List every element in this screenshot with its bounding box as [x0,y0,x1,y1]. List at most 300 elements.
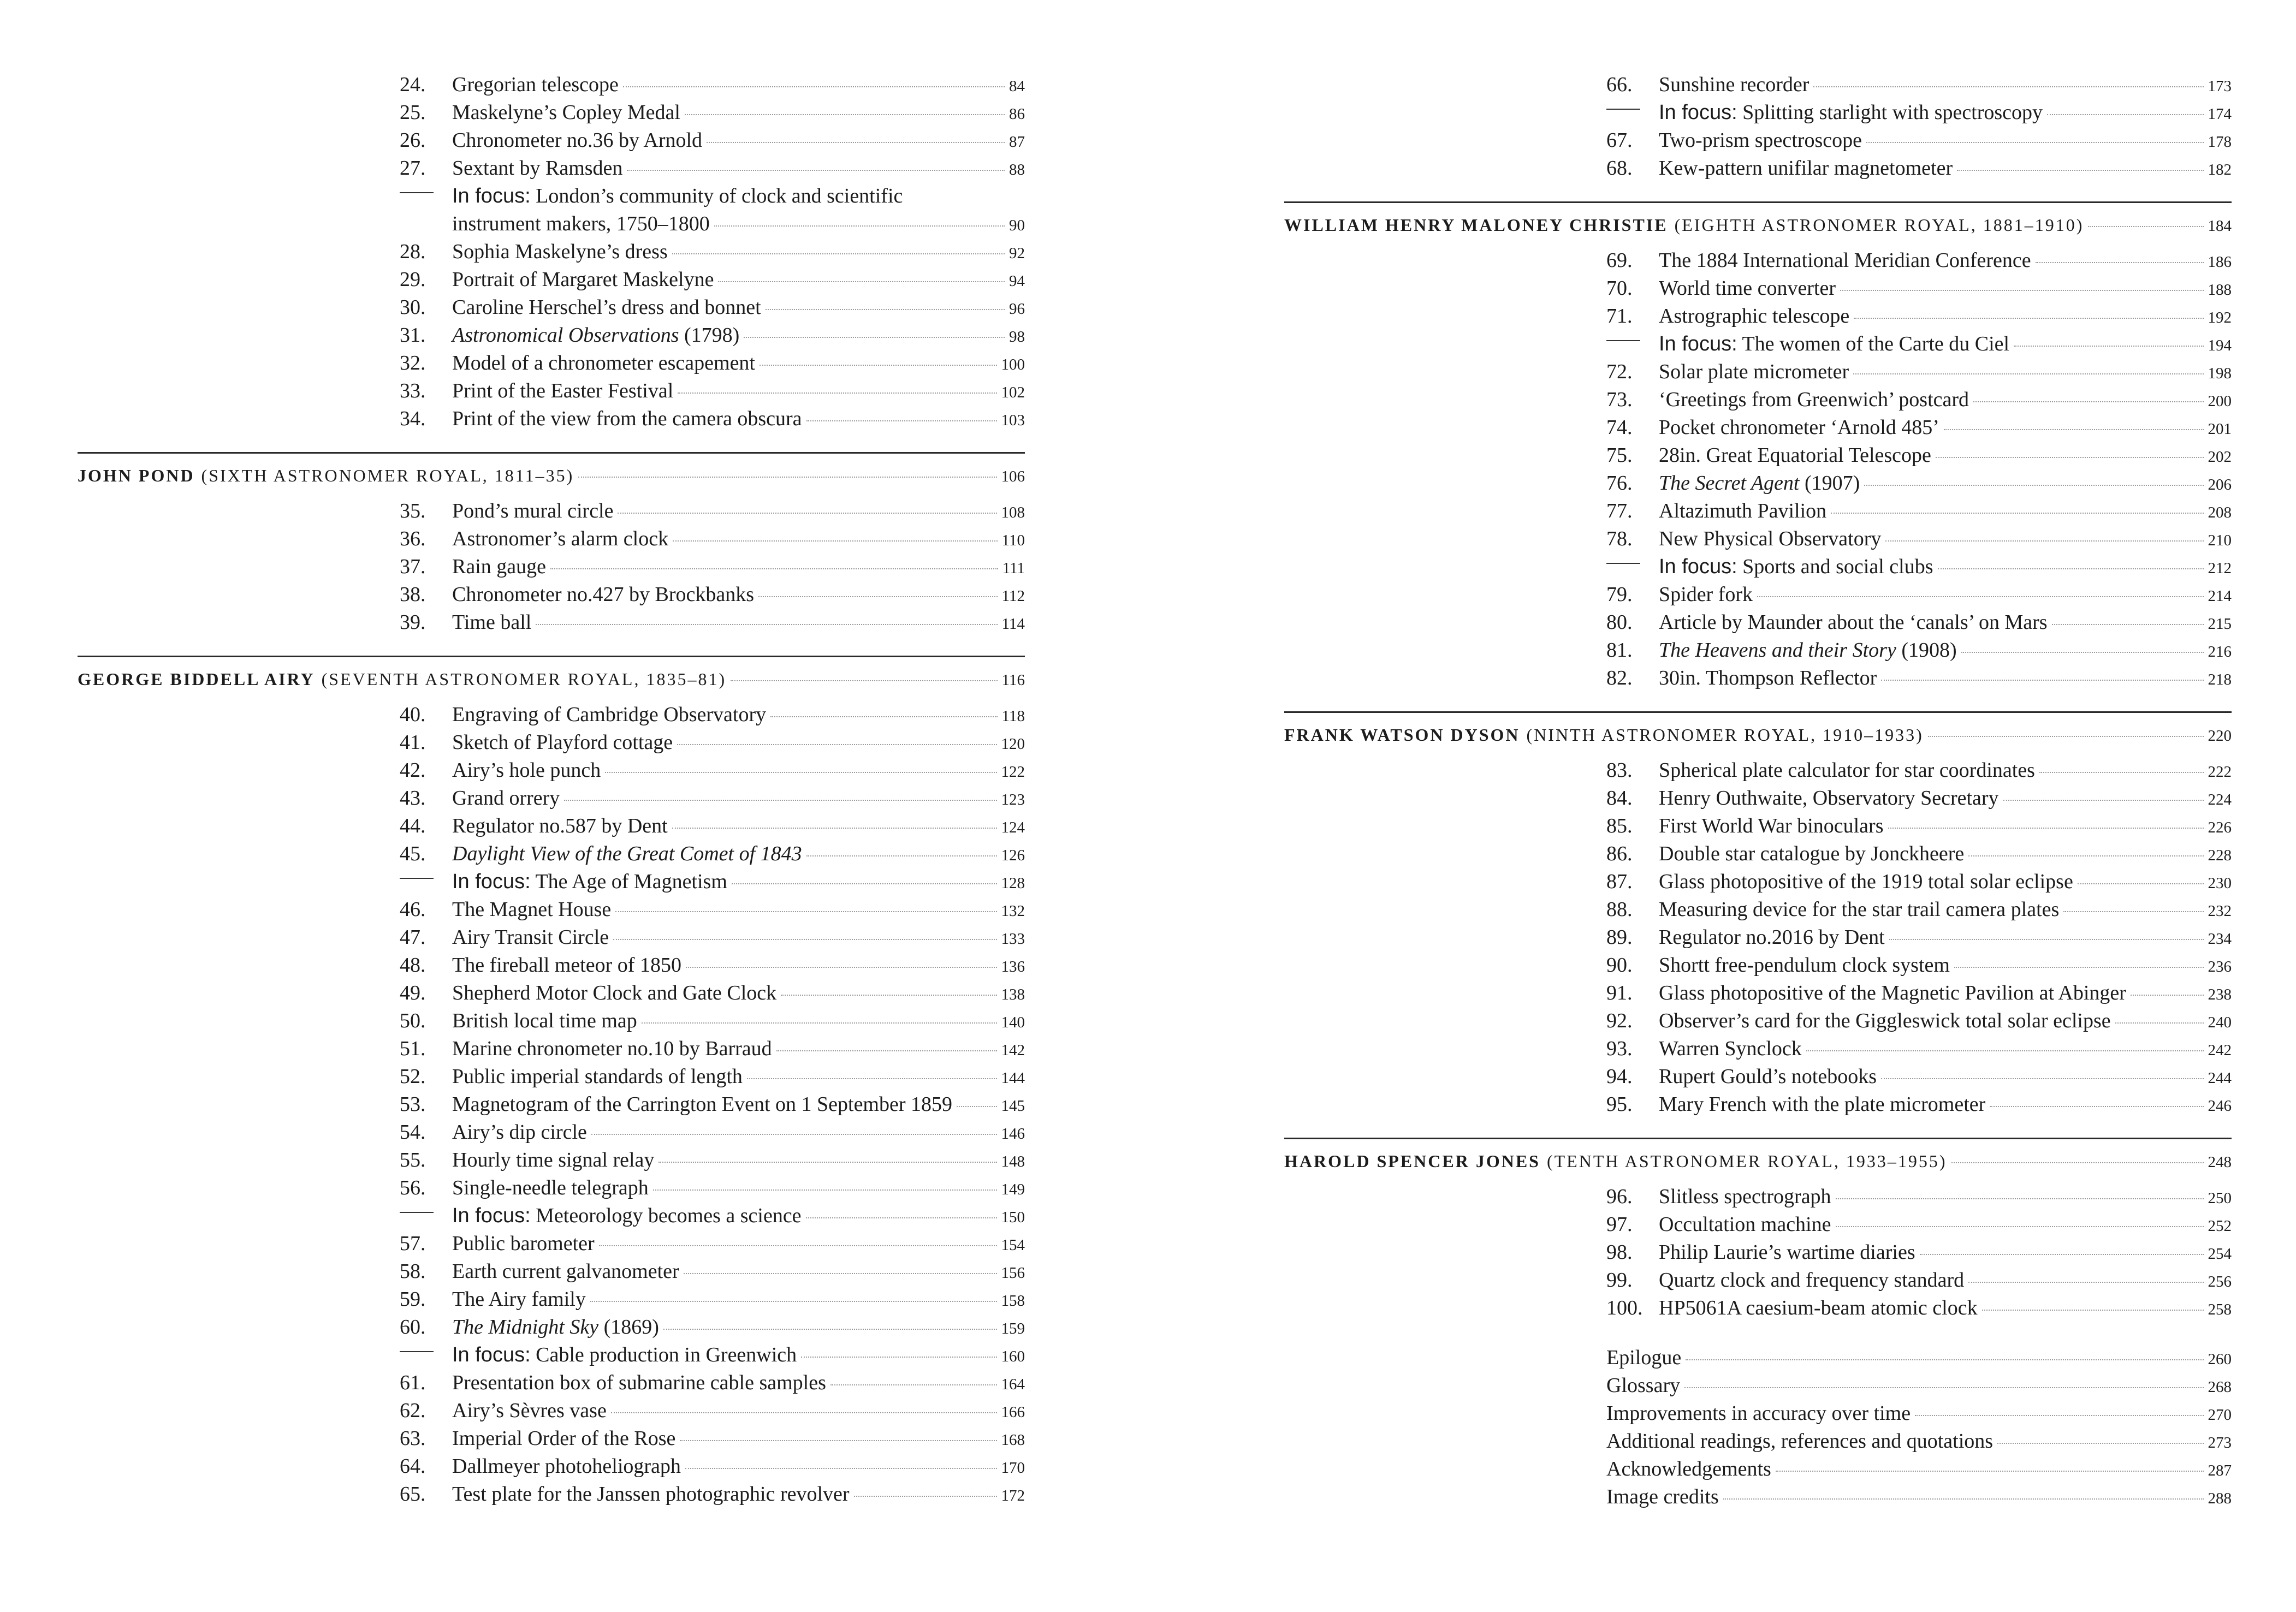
page-number: 188 [2208,281,2232,299]
entry-title-text: (1798) [679,324,740,347]
toc-entry[interactable] [1284,1427,2232,1455]
toc-entry[interactable] [1284,664,2232,692]
toc-entry[interactable] [78,553,1025,581]
entry-number: 75. [1606,444,1633,467]
dot-leader [1881,680,2203,681]
page-number: 138 [1001,986,1025,1003]
entry-title [452,1174,649,1202]
toc-entry[interactable] [1284,1239,2232,1266]
dot-leader [611,1412,997,1413]
entry-title-italic: Astronomical Observations [452,324,679,347]
toc-entry[interactable] [1284,497,2232,525]
entry-title-text: Chronometer no.427 by Brockbanks [452,583,755,606]
entry-number: 92. [1606,1009,1633,1032]
entry-title [1659,247,2031,275]
toc-entry[interactable] [78,1480,1025,1508]
toc-entry[interactable] [78,1286,1025,1313]
entry-number: 44. [400,814,426,837]
toc-entry[interactable] [1284,247,2232,275]
toc-entry[interactable] [78,294,1025,322]
entry-number: 71. [1606,305,1633,328]
entry-title-text: Astrographic telescope [1659,305,1850,328]
dot-leader [678,392,996,394]
page-number: 86 [1009,105,1025,123]
entry-number: 66. [1606,73,1633,96]
toc-entry[interactable] [1284,1455,2232,1483]
entry-title [1659,1183,1831,1211]
entry-title [452,1035,772,1063]
toc-entry[interactable] [78,1091,1025,1119]
entry-number: 67. [1606,129,1633,152]
entry-number: 37. [400,555,426,578]
toc-entry[interactable] [1284,1183,2232,1211]
page-number: 216 [2208,643,2232,661]
toc-entry[interactable] [1284,469,2232,497]
entry-title [1659,553,1933,581]
toc-entry[interactable] [1284,358,2232,386]
toc-entry[interactable] [78,1425,1025,1453]
entry-title-text: Measuring device for the star trail camera plates [1659,898,2060,921]
entry-title [1659,757,2035,784]
entry-title-text: Sunshine recorder [1659,73,1809,96]
entry-number [1606,99,1659,127]
entry-number: 63. [400,1427,426,1450]
toc-left-column [78,71,1025,1508]
toc-entry[interactable] [1284,525,2232,553]
entry-title-text: Observer’s card for the Giggleswick total solar eclipse [1659,1009,2111,1032]
entry-title-text: Engraving of Cambridge Observatory [452,703,767,726]
entry-number: 91. [1606,982,1633,1004]
entry-title [1659,442,1931,469]
toc-entry[interactable] [78,1258,1025,1286]
page-number: 222 [2208,763,2232,781]
toc-entry[interactable] [78,99,1025,127]
entry-title-text: World time converter [1659,277,1836,300]
toc-entry[interactable] [1284,442,2232,469]
section-heading[interactable] [1284,1139,2232,1183]
dot-leader [2036,262,2204,263]
entry-number: 50. [400,1009,426,1032]
toc-entry[interactable] [78,1174,1025,1202]
entry-title-text: Airy’s dip circle [452,1121,587,1144]
dot-leader [677,744,996,745]
page-number: 214 [2208,587,2232,605]
entry-title [1659,386,1969,414]
toc-entry[interactable] [1284,414,2232,442]
entry-title-text: Spider fork [1659,583,1753,606]
dot-leader [578,477,996,478]
page-number: 160 [1001,1348,1025,1365]
toc-entry[interactable] [78,951,1025,979]
dot-leader [590,1301,997,1302]
toc-entry[interactable] [1284,951,2232,979]
toc-entry[interactable] [1284,1063,2232,1091]
entry-title [452,581,754,609]
entry-number: 39. [400,611,426,634]
toc-entry[interactable] [78,1369,1025,1397]
dot-leader [1836,1226,2204,1227]
entry-title [452,553,546,581]
dot-leader [615,911,996,912]
entry-title-text: Public barometer [452,1232,595,1255]
entry-title [452,1063,743,1091]
toc-entry[interactable] [78,322,1025,349]
dot-leader [957,1106,996,1107]
entry-title [1659,127,1862,154]
entry-number: 82. [1606,667,1633,689]
in-focus-label: In focus: [1659,101,1737,124]
toc-entry[interactable] [1284,154,2232,182]
entry-number: 30. [400,296,426,319]
page-number: 270 [2208,1406,2232,1424]
page-number: 116 [1001,671,1025,689]
entry-title-text: Shepherd Motor Clock and Gate Clock [452,982,777,1004]
in-focus-entry[interactable] [1284,553,2232,581]
entry-number: 27. [400,157,426,180]
page-number: 258 [2208,1301,2232,1318]
section-heading[interactable] [1284,203,2232,247]
toc-entry[interactable] [1284,1007,2232,1035]
toc-entry[interactable] [1284,127,2232,154]
toc-entry[interactable] [78,979,1025,1007]
em-dash-rule [1606,563,1640,564]
page-number: 201 [2208,420,2232,438]
entry-title-text: Henry Outhwaite, Observatory Secretary [1659,787,1999,810]
toc-entry[interactable] [1284,812,2232,840]
dot-leader [854,1496,997,1497]
entry-title-text: Astronomer’s alarm clock [452,527,669,550]
dot-leader [663,1329,997,1330]
entry-number: 97. [1606,1213,1633,1236]
page-number: 124 [1001,819,1025,836]
page-number: 242 [2208,1042,2232,1059]
em-dash-rule [1606,109,1640,110]
entry-number: 43. [400,787,426,810]
entry-title-text: ‘Greetings from Greenwich’ postcard [1659,388,1969,411]
entry-title [452,1341,797,1369]
toc-entry[interactable] [78,1146,1025,1174]
entry-number: 69. [1606,249,1633,272]
toc-entry[interactable] [1284,609,2232,637]
page-number: 88 [1009,161,1025,179]
page-number: 158 [1001,1292,1025,1310]
entry-title-text: The Airy family [452,1288,586,1311]
toc-entry[interactable] [78,127,1025,154]
entry-number: 58. [400,1260,426,1283]
entry-title-italic: The Midnight Sky [452,1316,599,1339]
section-heading[interactable] [78,454,1025,497]
dot-leader [747,1078,997,1079]
in-focus-label: In focus: [452,1343,531,1366]
dot-leader [806,855,997,856]
entry-title [1606,1455,1771,1483]
in-focus-entry[interactable] [1284,99,2232,127]
section-subtitle: (TENTH ASTRONOMER ROYAL, 1933–1955) [1546,1151,1947,1171]
dot-leader [2063,911,2203,912]
page-number: 150 [1001,1209,1025,1226]
em-dash-rule [1606,340,1640,341]
dot-leader [673,540,997,542]
dot-leader [2078,883,2204,884]
toc-entry[interactable] [1284,637,2232,664]
page-number: 287 [2208,1462,2232,1479]
entry-title [1659,1294,1978,1322]
entry-title-text: Double star catalogue by Jonckheere [1659,842,1965,865]
page-number: 273 [2208,1434,2232,1452]
entry-title-text: Altazimuth Pavilion [1659,499,1827,522]
entry-title-text: British local time map [452,1009,637,1032]
toc-entry[interactable] [78,784,1025,812]
toc-entry[interactable] [78,377,1025,405]
page-number: 200 [2208,392,2232,410]
entry-number: 70. [1606,277,1633,300]
dot-leader [781,995,996,996]
entry-title [452,238,668,266]
section-name: FRANK WATSON DYSON [1284,725,1520,745]
section-heading[interactable] [78,657,1025,701]
entry-number: 52. [400,1065,426,1088]
toc-entry[interactable] [78,497,1025,525]
in-focus-label: In focus: [452,185,531,207]
toc-entry[interactable] [78,757,1025,784]
entry-title-text: (1908) [1896,639,1957,662]
entry-number: 35. [400,499,426,522]
entry-title-italic: The Secret Agent [1659,472,1800,495]
page-number: 148 [1001,1153,1025,1170]
toc-entry[interactable] [78,1313,1025,1341]
dot-leader [623,86,1005,87]
toc-entry[interactable] [1284,386,2232,414]
entry-title-text: Marine chronometer no.10 by Barraud [452,1037,772,1060]
toc-entry[interactable] [78,1063,1025,1091]
toc-entry[interactable] [1284,757,2232,784]
toc-entry[interactable] [1284,1035,2232,1063]
in-focus-entry[interactable] [1284,330,2232,358]
toc-entry[interactable] [1284,302,2232,330]
toc-entry[interactable] [78,924,1025,951]
toc-entry[interactable] [78,1035,1025,1063]
toc-entry[interactable] [1284,1372,2232,1400]
entry-title-text: Glass photopositive of the 1919 total solar eclipse [1659,870,2073,893]
toc-entry[interactable] [78,238,1025,266]
entry-number [400,182,452,210]
page-number: 110 [1001,532,1025,549]
dot-leader [1836,1198,2204,1199]
dot-leader [686,967,997,968]
entry-number: 76. [1606,472,1633,495]
toc-entry[interactable] [1284,1091,2232,1119]
dot-leader [642,1022,997,1024]
dot-leader [1723,1498,2204,1500]
toc-entry[interactable] [1284,1400,2232,1427]
toc-entry[interactable] [1284,1266,2232,1294]
page-number: 194 [2208,337,2232,354]
entry-title [1659,71,1809,99]
entry-title [1659,358,1849,386]
dot-leader [731,680,997,681]
toc-entry[interactable] [1284,979,2232,1007]
page-number: 256 [2208,1273,2232,1290]
toc-entry[interactable] [78,154,1025,182]
entry-title [452,1425,675,1453]
toc-entry[interactable] [78,349,1025,377]
page-number: 268 [2208,1378,2232,1396]
toc-entry[interactable] [1284,1344,2232,1372]
toc-entry[interactable] [78,896,1025,924]
in-focus-title: Meteorology becomes a science [536,1204,802,1227]
in-focus-entry[interactable] [78,182,1025,210]
dot-leader [1997,1443,2203,1444]
entry-number: 100. [1606,1296,1643,1319]
entry-title-text: Maskelyne’s Copley Medal [452,101,680,124]
entry-number: 72. [1606,360,1633,383]
dot-leader [776,1050,997,1051]
toc-entry[interactable] [78,210,1025,238]
in-focus-label: In focus: [452,870,531,893]
dot-leader [1757,596,2203,597]
entry-title [1659,525,1881,553]
dot-leader [830,1384,997,1385]
page-number: 174 [2208,105,2232,123]
toc-entry[interactable] [78,405,1025,433]
entry-title-text: Acknowledgements [1606,1458,1771,1480]
entry-title [1659,924,1885,951]
toc-entry[interactable] [78,1453,1025,1480]
toc-entry[interactable] [78,525,1025,553]
entry-number: 29. [400,268,426,291]
entry-title-text: 28in. Great Equatorial Telescope [1659,444,1931,467]
dot-leader [1881,1078,2204,1079]
page-number: 159 [1001,1320,1025,1337]
entry-title-text: Solar plate micrometer [1659,360,1849,383]
entry-title [1659,664,1877,692]
toc-entry[interactable] [1284,924,2232,951]
toc-entry[interactable] [78,1119,1025,1146]
entry-title-text: Earth current galvanometer [452,1260,679,1283]
entry-title [1659,1063,1877,1091]
toc-entry[interactable] [78,1230,1025,1258]
section-subtitle: (EIGHTH ASTRONOMER ROYAL, 1881–1910) [1674,215,2084,235]
entry-title-text: The fireball meteor of 1850 [452,954,681,977]
entry-title [452,1313,659,1341]
toc-entry[interactable] [78,729,1025,757]
entry-title [452,1397,607,1425]
entry-number: 65. [400,1483,426,1506]
dot-leader [627,170,1005,171]
toc-entry[interactable] [1284,71,2232,99]
page-number: 215 [2208,615,2232,633]
dot-leader [1889,939,2204,940]
toc-entry[interactable] [1284,868,2232,896]
entry-title-text: Chronometer no.36 by Arnold [452,129,703,152]
in-focus-entry[interactable] [78,1341,1025,1369]
toc-entry[interactable] [1284,896,2232,924]
entry-title-text: Single-needle telegraph [452,1176,649,1199]
toc-entry[interactable] [78,581,1025,609]
toc-entry[interactable] [78,812,1025,840]
page-number: 103 [1001,412,1025,429]
dot-leader [1866,142,2204,143]
in-focus-entry[interactable] [78,1202,1025,1230]
toc-entry[interactable] [78,71,1025,99]
em-dash-rule [400,1351,434,1352]
toc-entry[interactable] [78,1397,1025,1425]
toc-entry[interactable] [1284,784,2232,812]
toc-entry[interactable] [78,266,1025,294]
toc-entry[interactable] [1284,275,2232,302]
page-number: 192 [2208,309,2232,326]
toc-entry[interactable] [1284,1294,2232,1322]
entry-number: 68. [1606,157,1633,180]
toc-entry[interactable] [1284,581,2232,609]
entry-number: 86. [1606,842,1633,865]
toc-entry[interactable] [78,609,1025,637]
entry-title [452,951,681,979]
section-subtitle: (NINTH ASTRONOMER ROYAL, 1910–1933) [1526,725,1924,745]
page-number: 198 [2208,365,2232,382]
page-number: 250 [2208,1189,2232,1207]
entry-title [452,525,668,553]
page-number: 224 [2208,791,2232,808]
entry-title-text: Two-prism spectroscope [1659,129,1862,152]
page-number: 172 [1001,1487,1025,1504]
toc-right-column [1284,71,2232,1511]
entry-title [1659,99,2043,127]
entry-title [1659,302,1849,330]
dot-leader [1968,855,2203,856]
entry-title-text: Portrait of Margaret Maskelyne [452,268,714,291]
in-focus-label: In focus: [1659,555,1737,578]
entry-title [452,924,609,951]
page-number: 244 [2208,1069,2232,1087]
entry-title [1659,330,2009,358]
entry-title [452,1453,681,1480]
dot-leader [2131,995,2204,996]
page-number: 240 [2208,1014,2232,1031]
dot-leader [1936,457,2204,458]
in-focus-title: The Age of Magnetism [535,870,727,893]
entry-number: 60. [400,1316,426,1339]
entry-number: 56. [400,1176,426,1199]
dot-leader [1928,736,2204,737]
dot-leader [1853,373,2203,374]
section-name: WILLIAM HENRY MALONEY CHRISTIE [1284,215,1668,235]
toc-entry[interactable] [1284,840,2232,868]
page-number: 100 [1001,356,1025,373]
toc-entry[interactable] [78,840,1025,868]
dot-leader [2047,114,2203,115]
toc-entry[interactable] [78,701,1025,729]
section-name: GEORGE BIDDELL AIRY [78,669,315,689]
toc-entry[interactable] [1284,1483,2232,1511]
page-number: 84 [1009,78,1025,95]
entry-title [1659,896,2059,924]
in-focus-entry[interactable] [78,868,1025,896]
entry-number: 99. [1606,1269,1633,1292]
page-number: 288 [2208,1490,2232,1507]
entry-title [1659,812,1884,840]
entry-number: 59. [400,1288,426,1311]
entry-title [452,979,776,1007]
entry-number: 98. [1606,1241,1633,1264]
toc-entry[interactable] [1284,1211,2232,1239]
page-number: 140 [1001,1014,1025,1031]
toc-entry[interactable] [78,1007,1025,1035]
section-heading[interactable] [1284,713,2232,757]
page-number: 170 [1001,1459,1025,1477]
dot-leader [599,1245,997,1246]
dot-leader [2039,772,2204,773]
